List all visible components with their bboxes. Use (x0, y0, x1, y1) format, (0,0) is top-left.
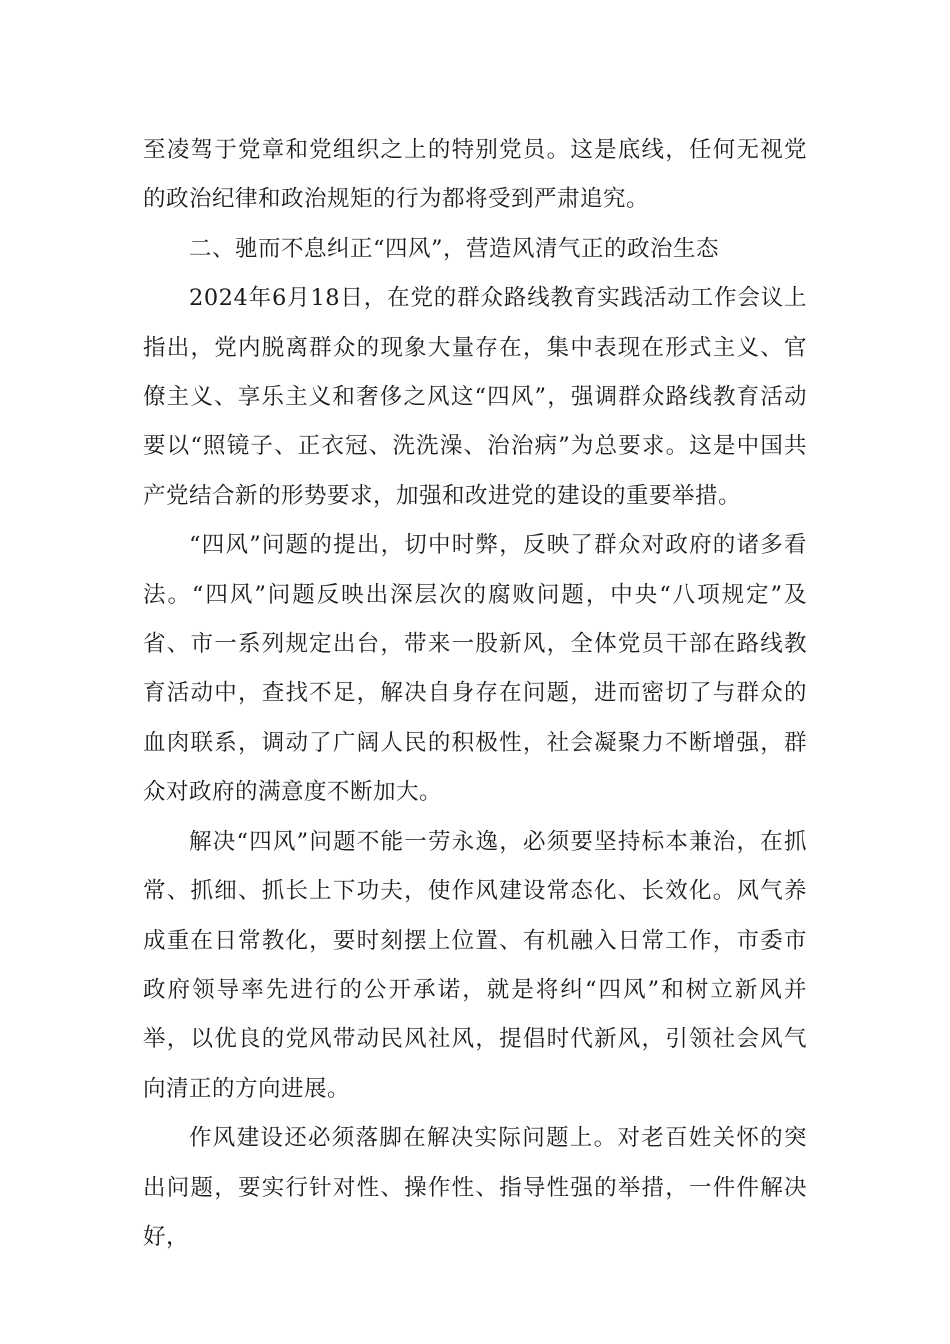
paragraph: 2024年6月18日，在党的群众路线教育实践活动工作会议上指出，党内脱离群众的现象大量存在，集中表现在形式主义、官僚主义、享乐主义和奢侈之风这“四风”，强调群众路线教育活动要以“照镜子、正衣冠、洗洗澡、治治病”为总要求。这是中国共产党结合新的形势要求，加强和改进党的建设的重要举措。 (143, 285, 807, 509)
paragraph: “四风”问题的提出，切中时弊，反映了群众对政府的诸多看法。“四风”问题反映出深层次的腐败问题，中央“八项规定”及省、市一系列规定出台，带来一股新风，全体党员干部在路线教育活动中，查找不足，解决自身存在问题，进而密切了与群众的血肉联系，调动了广阔人民的积极性，社会凝聚力不断增强，群众对政府的满意度不断加大。 (143, 532, 807, 806)
paragraph: 作风建设还必须落脚在解决实际问题上。对老百姓关怀的突出问题，要实行针对性、操作性、指导性强的举措，一件件解决好， (143, 1125, 807, 1250)
document-body (143, 126, 807, 1262)
section-heading: 二、驰而不息纠正“四风”，营造风清气正的政治生态 (189, 235, 720, 262)
paragraph-continuation: 至凌驾于党章和党组织之上的特别党员。这是底线，任何无视党的政治纪律和政治规矩的行为都将受到严肃追究。 (143, 137, 807, 213)
paragraph: 解决“四风”问题不能一劳永逸，必须要坚持标本兼治，在抓常、抓细、抓长上下功夫，使作风建设常态化、长效化。风气养成重在日常教化，要时刻摆上位置、有机融入日常工作，市委市政府领导率先进行的公开承诺，就是将纠“四风”和树立新风并举，以优良的党风带动民风社风，提倡时代新风，引领社会风气向清正的方向进展。 (143, 828, 807, 1102)
